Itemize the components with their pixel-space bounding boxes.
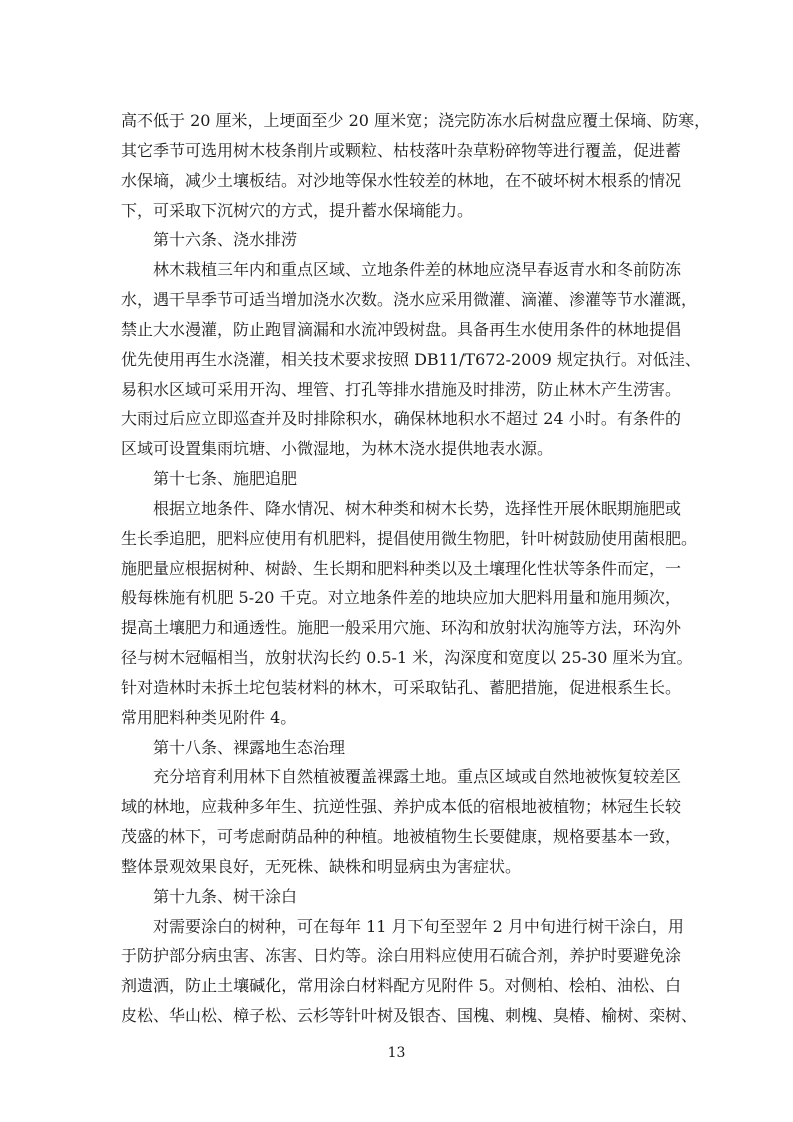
text-line: 充分培育利用林下自然植被覆盖裸露土地。重点区域或自然地被恢复较差区 xyxy=(153,767,682,786)
text-line: 林木栽植三年内和重点区域、立地条件差的林地应浇早春返青水和冬前防冻 xyxy=(153,260,682,279)
text-line: 般每株施有机肥 5-20 千克。对立地条件差的地块应加大肥料用量和施用频次， xyxy=(121,588,681,607)
text-line: 针对造林时未拆土坨包装材料的林木，可采取钻孔、蓄肥措施，促进根系生长。 xyxy=(121,678,682,697)
text-line: 对需要涂白的树种，可在每年 11 月下旬至翌年 2 月中旬进行树干涂白，用 xyxy=(153,917,684,936)
text-line: 下，可采取下沉树穴的方式，提升蓄水保墒能力。 xyxy=(121,201,474,220)
text-line: 剂遗洒，防止土壤碱化，常用涂白材料配方见附件 5。对侧柏、桧柏、油松、白 xyxy=(121,976,681,995)
text-line: 茂盛的林下，可考虑耐荫品种的种植。地被植物生长要健康，规格要基本一致， xyxy=(121,827,682,846)
text-line: 易积水区域可采用开沟、埋管、打孔等排水措施及时排涝，防止林木产生涝害。 xyxy=(121,380,682,399)
text-line: 根据立地条件、降水情况、树木种类和树木长势，选择性开展休眠期施肥或 xyxy=(153,499,682,518)
text-line: 禁止大水漫灌，防止跑冒滴漏和水流冲毁树盘。具备再生水使用条件的林地提倡 xyxy=(121,320,682,339)
text-line: 水保墒，减少土壤板结。对沙地等保水性较差的林地，在不破坏树木根系的情况 xyxy=(121,171,682,190)
text-line: 生长季追肥，肥料应使用有机肥料，提倡使用微生物肥，针叶树鼓励使用菌根肥。 xyxy=(121,529,698,548)
text-line: 大雨过后应立即巡查并及时排除积水，确保林地积水不超过 24 小时。有条件的 xyxy=(121,409,681,428)
text-line: 施肥量应根据树种、树龄、生长期和肥料种类以及土壤理化性状等条件而定，一 xyxy=(121,559,682,578)
text-line: 整体景观效果良好，无死株、缺株和明显病虫为害症状。 xyxy=(121,857,522,876)
text-line: 水，遇干旱季节可适当增加浇水次数。浇水应采用微灌、滴灌、渗灌等节水灌溉， xyxy=(121,290,698,309)
text-line: 域的林地，应栽种多年生、抗逆性强、养护成本低的宿根地被植物；林冠生长较 xyxy=(121,797,682,816)
text-line: 皮松、华山松、樟子松、云杉等针叶树及银杏、国槐、刺槐、臭椿、榆树、栾树、 xyxy=(121,1006,698,1025)
text-line: 其它季节可选用树木枝条削片或颗粒、枯枝落叶杂草粉碎物等进行覆盖，促进蓄 xyxy=(121,141,682,160)
text-line: 于防护部分病虫害、冻害、日灼等。涂白用料应使用石硫合剂，养护时要避免涂 xyxy=(121,946,682,965)
text-line: 优先使用再生水浇灌，相关技术要求按照 DB11/T672-2009 规定执行。对低洼、 xyxy=(121,350,701,369)
section-heading: 第十六条、浇水排涝 xyxy=(153,230,298,249)
text-line: 区域可设置集雨坑塘、小微湿地，为林木浇水提供地表水源。 xyxy=(121,439,554,458)
text-line: 提高土壤肥力和通透性。施肥一般采用穴施、环沟和放射状沟施等方法，环沟外 xyxy=(121,618,682,637)
text-line: 常用肥料种类见附件 4。 xyxy=(121,708,297,727)
section-heading: 第十八条、裸露地生态治理 xyxy=(153,738,346,757)
text-line: 径与树木冠幅相当，放射状沟长约 0.5-1 米，沟深度和宽度以 25-30 厘米为宜。 xyxy=(121,648,693,667)
text-line: 高不低于 20 厘米，上埂面至少 20 厘米宽；浇完防冻水后树盘应覆土保墒、防寒， xyxy=(121,111,711,130)
section-heading: 第十九条、树干涂白 xyxy=(153,887,298,906)
section-heading: 第十七条、施肥追肥 xyxy=(153,469,298,488)
page-number: 13 xyxy=(387,1045,406,1061)
